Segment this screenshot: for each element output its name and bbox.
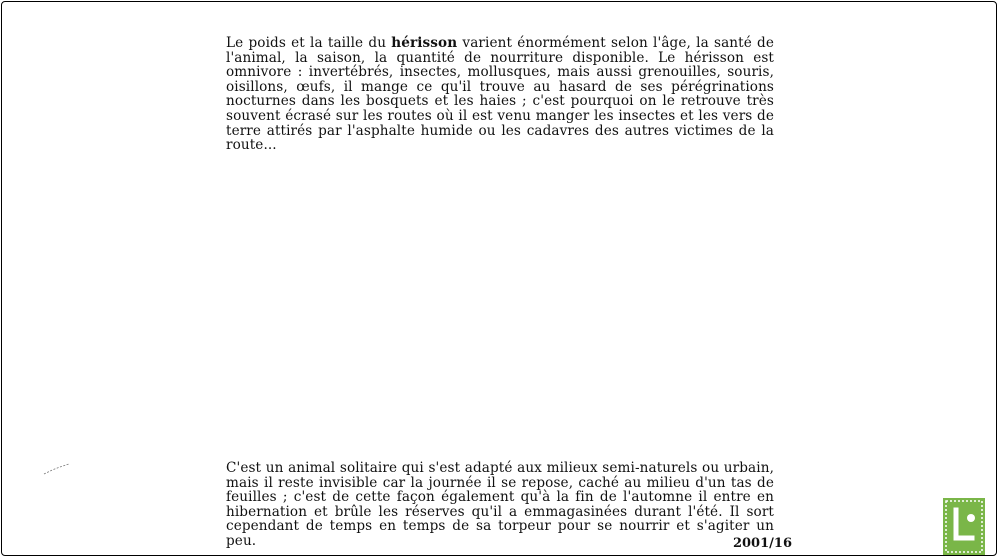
paragraph-habits: C'est un animal solitaire qui s'est adapté aux milieux semi-naturels ou urbain, mais il reste invisible car la journée il se repose, caché au milieu d'un tas de feuilles ; c'est de cette façon également qu'à la fin de l'automne il entre en hibernation et brûle les réserves qu'il a emmagasinées durant l'été. Il sort cependant de temps en temps de sa torpeur pour se nourrir et s'agiter un peu. <box>226 460 774 549</box>
paragraph1-intro: Le poids et la taille du <box>226 35 392 51</box>
reference-number: 2001/16 <box>732 536 792 551</box>
keyword-herisson: hérisson <box>391 35 458 51</box>
pen-scratch-icon <box>42 462 72 476</box>
lastdodo-logo-icon <box>943 498 985 555</box>
paragraph-weight-diet <box>226 36 774 153</box>
paragraph1-body: varient énormément selon l'âge, la santé de l'animal, la saison, la quantité de nourriture disponible. Le hérisson est omnivore : invertébrés, insectes, mollusques, mais aussi grenouilles, souris, oisillons, œufs, il mange ce qu'il trouve au hasard de ses pérégrinations nocturnes dans les bosquets et les haies ; c'est pourquoi on le retrouve très souvent écrasé sur les routes où il est venu manger les insectes et les vers de terre attirés par l'asphalte humide ou les cadavres des autres victimes de la route... <box>226 35 775 154</box>
